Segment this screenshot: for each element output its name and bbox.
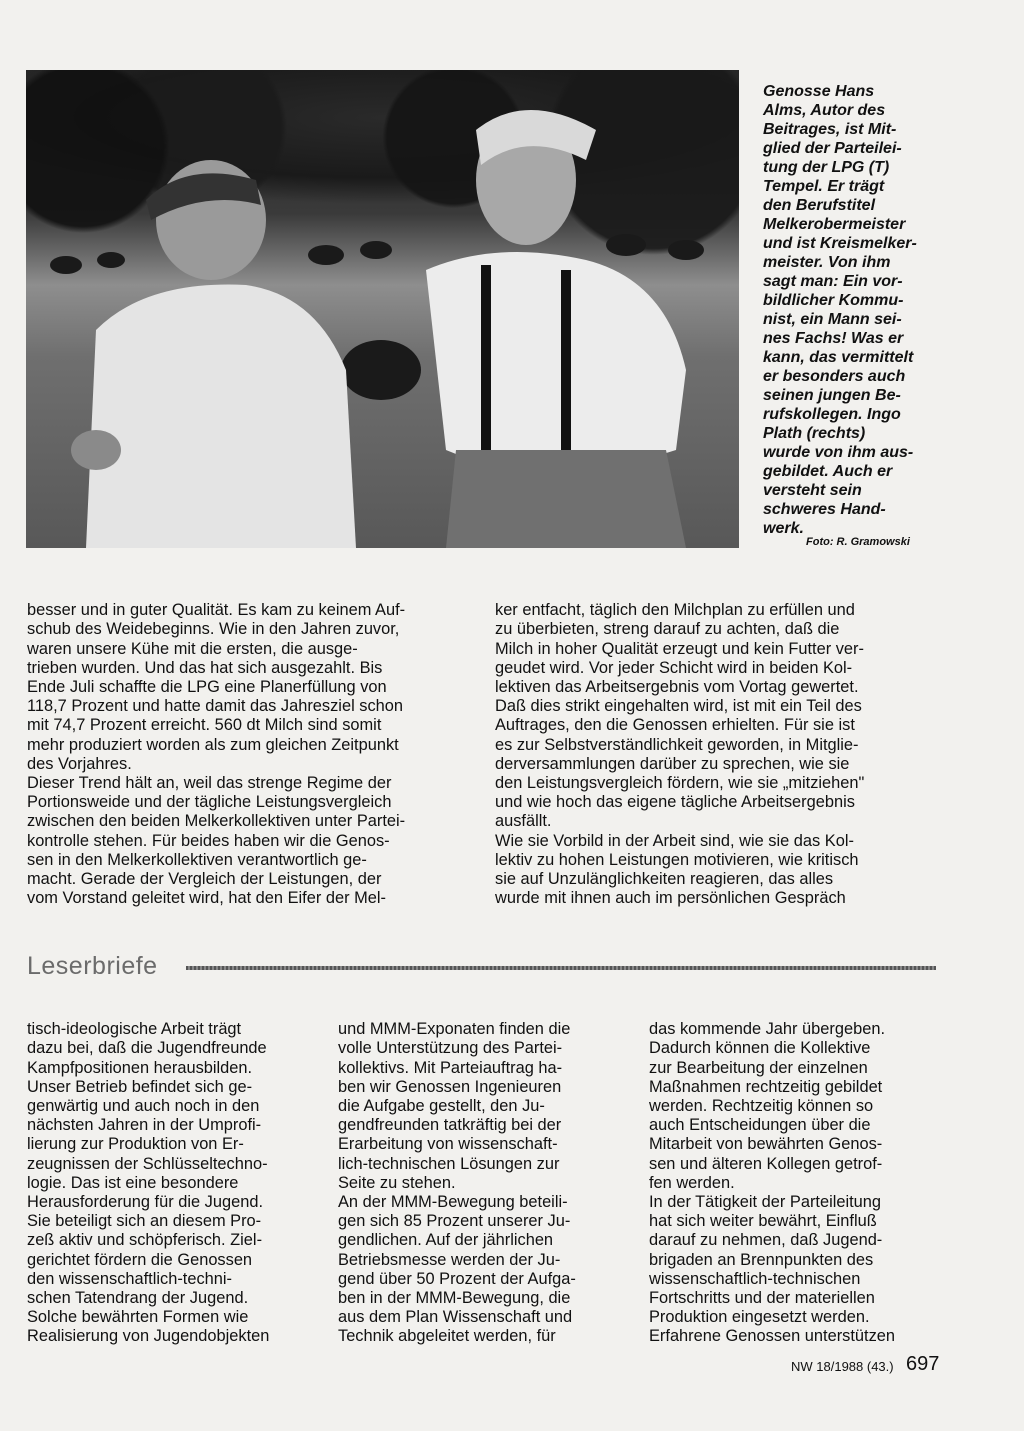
section-title: Leserbriefe	[27, 952, 158, 980]
letters-column-1-text: tisch-ideologische Arbeit trägt dazu bei, daß die Jugendfreunde Kampfpositionen herausbilden. Unser Betrieb befindet sich ge- genwärtig und auch noch in den nächsten Jahren in der Umprofi- lierung zur Produktion von Er- zeugnissen der Schlüsseltechno- logie. Das ist eine besondere Herausforderung für die Jugend. Sie beteiligt sich an diesem Pro- zeß aktiv und schöpferisch. Ziel- gerichtet fördern die Genossen den wissenschaftlich-techni- schen Tatendrang der Jugend. Solche bewährten Formen wie Realisierung von Jugendobjekten	[27, 1020, 270, 1346]
article-photo	[26, 70, 739, 548]
letters-column-2	[338, 1001, 628, 1366]
photo-two-men-on-pasture-icon	[26, 70, 739, 548]
photo-caption	[763, 82, 953, 538]
issue-label: NW 18/1988 (43.)	[791, 1359, 894, 1374]
photo-credit: Foto: R. Gramowski	[806, 536, 910, 548]
letters-column-1	[27, 1001, 317, 1366]
article-column-1	[27, 582, 477, 928]
page-number: 697	[906, 1353, 940, 1375]
letters-column-3	[649, 1001, 941, 1366]
caption-text: Genosse Hans Alms, Autor des Beitrages, ist Mit- glied der Parteilei- tung der LPG (T) Tempel. Er trägt den Berufstitel Melkerobermeister und ist Kreismelker- meister. Von ihm sagt man: Ein vor- bildlicher Kommu- nist, ein Mann sei- nes Fachs! Was er kann, das vermittelt er besonders auch seinen jungen Be- rufskollegen. Ingo Plath (rechts) wurde von ihm aus- gebildet. Auch er versteht sein schweres Hand- werk.	[763, 83, 917, 537]
letters-column-3-text: das kommende Jahr übergeben. Dadurch können die Kollektive zur Bearbeitung der einzelnen Maßnahmen rechtzeitig gebildet werden. Rechtzeitig können so auch Entscheidungen über die Mitarbeit von bewährten Genos- sen und älteren Kollegen getrof- fen werden. In der Tätigkeit der Parteileitung hat sich weiter bewährt, Einfluß darauf zu nehmen, daß Jugend- brigaden an Brennpunkten des wissenschaftlich-technischen Fortschritts und der materiellen Produktion eingesetzt werden. Erfahrene Genossen unterstützen	[649, 1020, 896, 1346]
article-column-1-text: besser und in guter Qualität. Es kam zu keinem Auf- schub des Weidebeginns. Wie in den Jahren zuvor, waren unsere Kühe mit die ersten, die ausge- trieben wurden. Und das hat sich ausgezahlt. Bis Ende Juli schaffte die LPG eine Planerfüllung von 118,7 Prozent und hatte damit das Jahresziel schon mit 74,7 Prozent erreicht. 560 dt Milch sind somit mehr produziert worden als zum gleichen Zeitpunkt des Vorjahres. Dieser Trend hält an, weil das strenge Regime der Portionsweide und der tägliche Leistungsvergleich zwischen den beiden Melkerkollektiven unter Partei- kontrolle stehen. Für beides haben wir die Genos- sen in den Melkerkollektiven verantwortlich ge- macht. Gerade der Vergleich der Leistungen, der vom Vorstand geleitet wird, hat den Eifer der Mel-	[27, 601, 406, 908]
section-divider	[186, 966, 936, 970]
letters-column-2-text: und MMM-Exponaten finden die volle Unterstützung des Partei- kollektivs. Mit Parteiauftrag ha- ben wir Genossen Ingenieuren die Aufgabe gestellt, den Ju- gendfreunden tatkräftig bei der Erarbeitung von wissenschaft- lich-technischen Lösungen zur Seite zu stehen. An der MMM-Bewegung beteili- gen sich 85 Prozent unserer Ju- gendlichen. Auf der jährlichen Betriebsmesse werden der Ju- gend über 50 Prozent der Aufga- ben in der MMM-Bewegung, die aus dem Plan Wissenschaft und Technik abgeleitet werden, für	[338, 1020, 576, 1346]
article-column-2	[495, 582, 940, 928]
article-column-2-text: ker entfacht, täglich den Milchplan zu erfüllen und zu überbieten, streng darauf zu achten, daß die Milch in hoher Qualität erzeugt und kein Futter ver- geudet wird. Vor jeder Schicht wird in beiden Kol- lektiven das Arbeitsergebnis vom Vortag gewertet. Daß dies strikt eingehalten wird, ist mit ein Teil des Auftrages, den die Genossen erhielten. Für sie ist es zur Selbstverständlichkeit geworden, in Mitglie- derversammlungen darüber zu sprechen, wie sie den Leistungsvergleich fördern, wie sie „mitziehen" und wie hoch das eigene tägliche Arbeitsergebnis ausfällt. Wie sie Vorbild in der Arbeit sind, wie sie das Kol- lektiv zu hohen Leistungen motivieren, wie kritisch sie auf Unzulänglichkeiten reagieren, das alles wurde mit ihnen auch im persönlichen Gespräch	[495, 601, 865, 908]
